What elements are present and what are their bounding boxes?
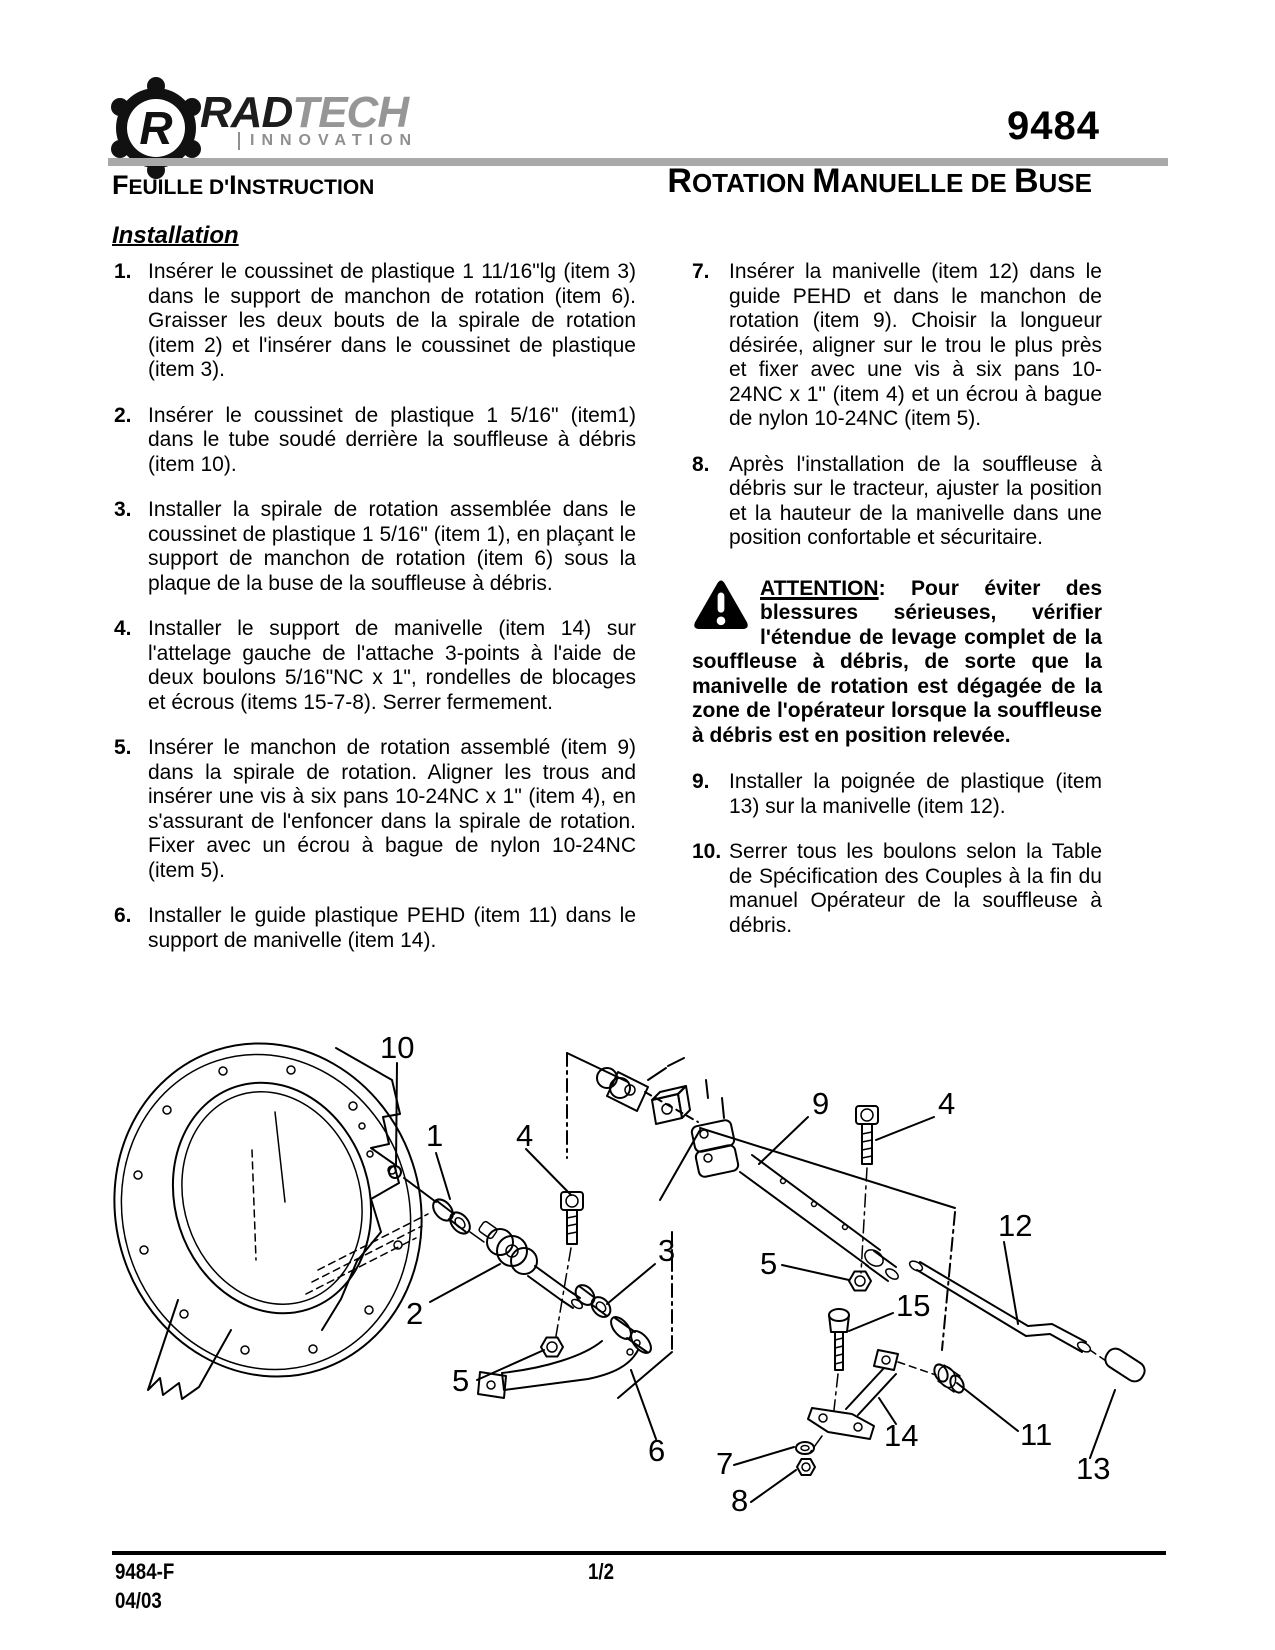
part-label-12: 12 — [998, 1208, 1033, 1243]
part-label-4b: 4 — [938, 1086, 956, 1121]
logo-monogram: R — [139, 102, 173, 154]
rotation-sleeve-drawing — [691, 1098, 900, 1281]
clevis-pin-parts — [597, 1058, 708, 1124]
part-label-8: 8 — [731, 1483, 749, 1518]
part-label-14: 14 — [884, 1418, 919, 1453]
logo-wordmark — [200, 88, 418, 150]
logo-tech-text: TECH — [292, 88, 409, 137]
part-label-2: 2 — [406, 1296, 424, 1331]
attention-warning — [692, 577, 1102, 749]
instruction-step-4: 4. Installer le support de manivelle (item 14) sur l'attelage gauche de l'attache 3-points à l'aide de deux boulons 5/16"NC x 1", rondelles de blocages et écrous (items 15-7-8). Serrer fermement. — [114, 617, 636, 714]
footer-doc-code: 9484-F — [115, 1559, 175, 1584]
sleeve-support-bracket — [478, 1314, 655, 1398]
document-number: 9484 — [1007, 104, 1100, 148]
footer-date: 04/03 — [115, 1588, 162, 1613]
part-label-1: 1 — [426, 1118, 444, 1153]
instruction-step-9: 9. Installer la poignée de plastique (item 13) sur la manivelle (item 12). — [692, 770, 1102, 818]
part-label-13: 13 — [1076, 1451, 1111, 1486]
instruction-step-2: 2. Insérer le coussinet de plastique 1 5/16" (item1) dans le tube soudé derrière la souffleuse à débris (item 10). — [114, 403, 636, 476]
logo-rad-text: RAD — [200, 88, 293, 137]
part-label-10: 10 — [380, 1030, 415, 1065]
instruction-step-1: 1. Insérer le coussinet de plastique 1 11/16"lg (item 3) dans le support de manchon de rotation (item 6). Graisser les deux bouts de la spirale de rotation (item 2) et l'insérer dans le coussinet de plastique (item 3). — [114, 260, 636, 381]
footer-page-number: 1/2 — [588, 1559, 615, 1584]
crank-support-parts — [796, 1309, 966, 1475]
instruction-step-7: 7. Insérer la manivelle (item 12) dans le guide PEHD et dans le manchon de rotation (item 9). Choisir la longueur désirée, aligner sur le trou le plus près et fixer avec une vis à six pans 10-24NC x 1" (item 4) et un écrou à bague de nylon 10-24NC (item 5). — [692, 260, 1102, 430]
part-label-15: 15 — [896, 1288, 931, 1323]
leader-lines — [396, 1063, 1115, 1502]
part-label-6: 6 — [648, 1433, 666, 1468]
part-label-5a: 5 — [452, 1363, 470, 1398]
instructions-column-right — [692, 260, 1102, 959]
spiral-shaft-assembly — [429, 1192, 614, 1357]
part-label-4a: 4 — [516, 1118, 534, 1153]
part-number-labels — [380, 1030, 1110, 1518]
blower-housing-drawing — [72, 1018, 465, 1417]
footer-rule — [112, 1551, 1166, 1555]
instruction-step-10: 10. Serrer tous les boulons selon la Table de Spécification des Couples à la fin du manuel Opérateur de la souffleuse à débris. — [692, 840, 1102, 937]
part-label-5b: 5 — [760, 1246, 778, 1281]
sheet-type-title: FEUILLE D'INSTRUCTION — [112, 170, 375, 200]
part-label-11: 11 — [1020, 1417, 1053, 1452]
page-title: ROTATION MANUELLE DE BUSE — [667, 162, 1092, 200]
instruction-step-3: 3. Installer la spirale de rotation assemblée dans le coussinet de plastique 1 5/16" (item 1), en plaçant le support de manchon de rotation (item 6) sous la plaque de la buse de la souffleuse à débris. — [114, 498, 636, 595]
instructions-column-left — [114, 260, 636, 974]
part-label-7: 7 — [716, 1446, 734, 1481]
attention-text: : Pour éviter des blessures sérieuses, vérifier l'étendue de levage complet de la souffleuse à débris, de sorte que la manivelle de rotation est dégagée de la zone de l'opérateur lorsque la souffleuse à débris est en position relevée. — [692, 576, 1102, 747]
exploded-parts-diagram — [0, 1018, 1275, 1528]
warning-triangle-icon — [692, 579, 750, 629]
instruction-step-6: 6. Installer le guide plastique PEHD (item 11) dans le support de manivelle (item 14). — [114, 904, 636, 952]
installation-heading: Installation — [112, 222, 239, 249]
attention-label: ATTENTION — [760, 576, 879, 600]
instruction-step-5: 5. Insérer le manchon de rotation assemblé (item 9) dans la spirale de rotation. Aligner les trous and insérer une vis à six pans 10-24NC x 1" (item 4), en s'assurant de l'enfoncer dans la spirale de rotation. Fixer avec un écrou à bague de nylon 10-24NC (item 5). — [114, 736, 636, 882]
instruction-step-8: 8. Après l'installation de la souffleuse à débris sur le tracteur, ajuster la position et la hauteur de la manivelle dans une position confortable et sécuritaire. — [692, 452, 1102, 549]
part-label-9: 9 — [812, 1086, 830, 1121]
part-label-3: 3 — [658, 1233, 676, 1268]
logo-tagline: INNOVATION — [238, 132, 418, 150]
